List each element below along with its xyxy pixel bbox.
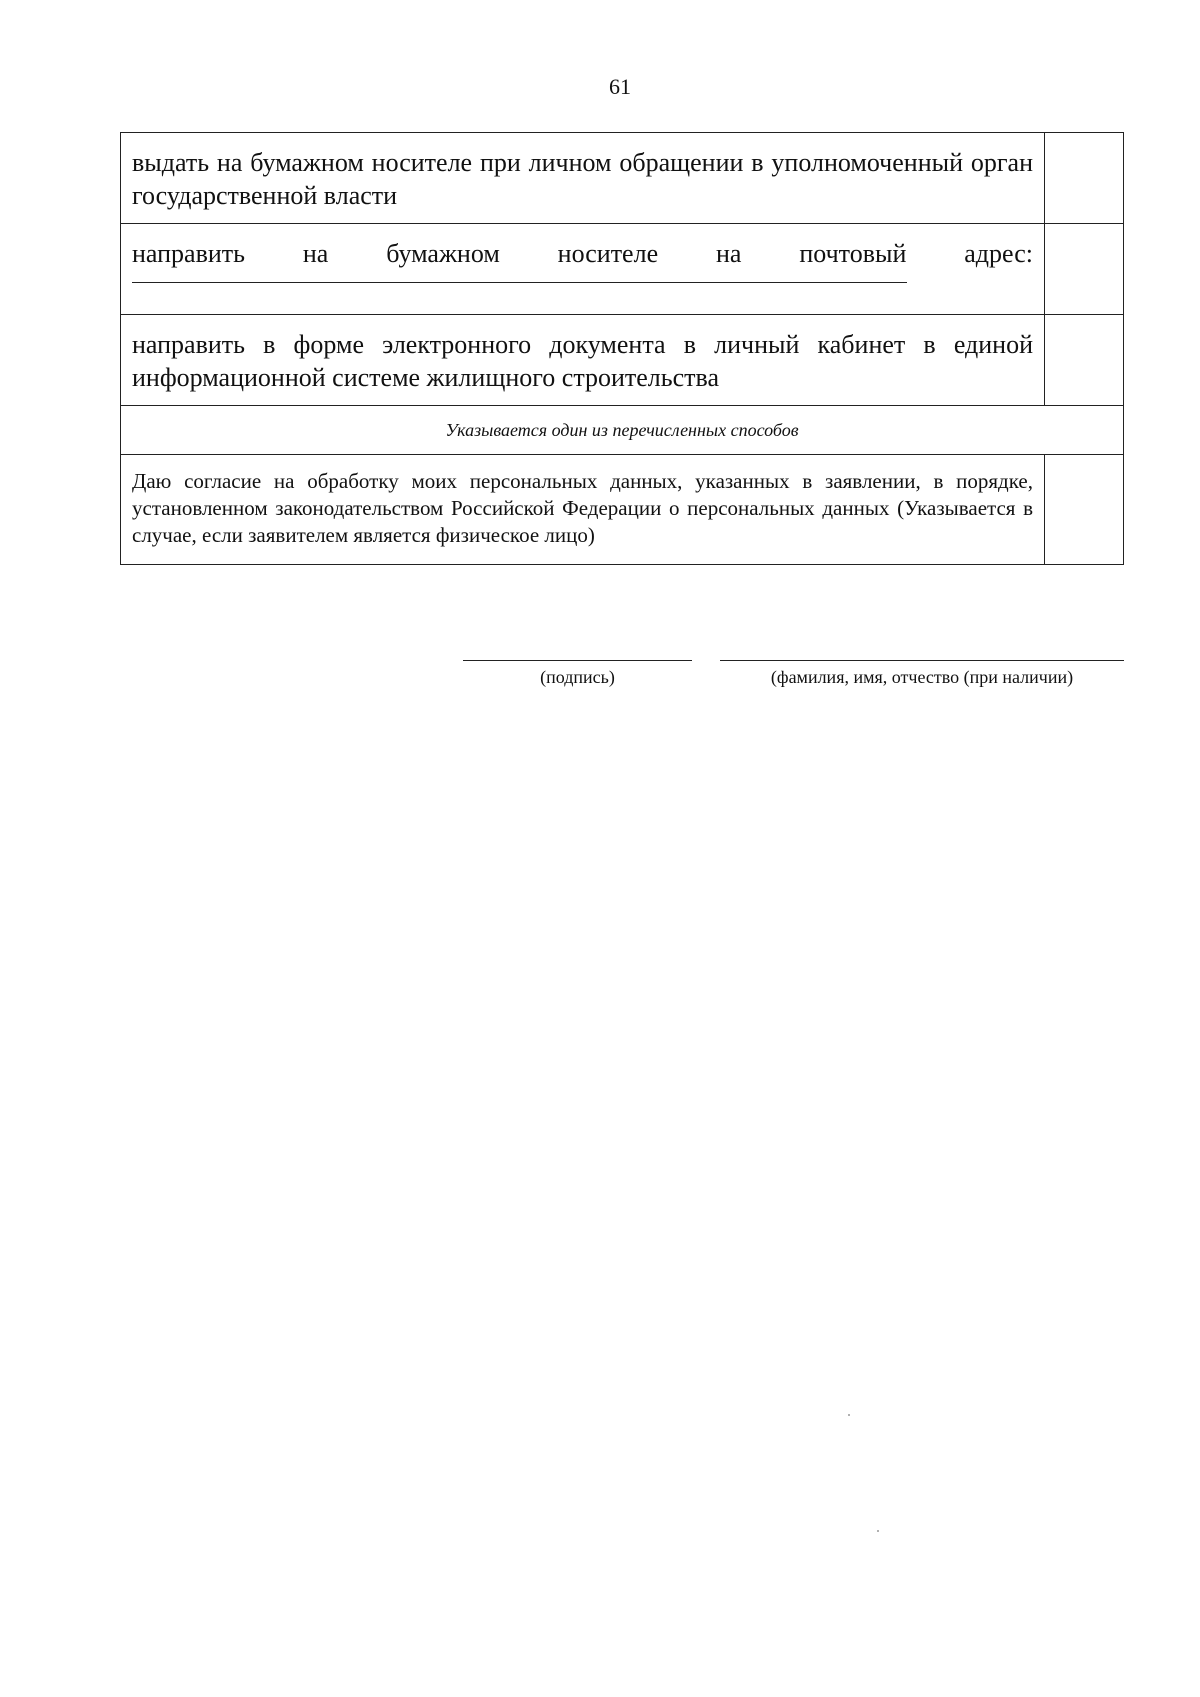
word: на	[716, 239, 742, 268]
postal-address-field[interactable]	[132, 274, 907, 283]
option-row-paper-in-person	[121, 133, 1124, 224]
page-number: 61	[609, 74, 631, 99]
option-row-electronic	[121, 315, 1124, 406]
scan-speck	[877, 1530, 879, 1532]
signature-field[interactable]	[463, 660, 692, 661]
word: адрес:	[964, 239, 1033, 268]
consent-row	[121, 455, 1124, 565]
scan-speck	[848, 1414, 850, 1416]
delivery-options-table	[120, 132, 1124, 565]
consent-checkbox[interactable]	[1045, 455, 1124, 565]
word: на	[302, 239, 329, 268]
word: направить	[132, 239, 245, 268]
word: бумажном	[386, 239, 500, 268]
full-name-field[interactable]	[720, 660, 1124, 661]
option-paper-by-mail-label	[121, 224, 1044, 270]
note-row	[121, 406, 1124, 455]
signature-caption: (подпись)	[540, 667, 615, 687]
option-row-paper-by-mail	[121, 224, 1124, 315]
full-name-caption: (фамилия, имя, отчество (при наличии)	[770, 667, 1074, 687]
full-name-block	[720, 660, 1124, 688]
options-note: Указывается один из перечисленных способов	[121, 406, 1124, 455]
option-paper-in-person-label: выдать на бумажном носителе при личном обращении в уполномоченный орган государственной власти	[132, 148, 1033, 210]
word: почтовый	[799, 239, 907, 268]
option-electronic-label: направить в форме электронного документа в личный кабинет в единой информационной системе жилищного строительства	[132, 330, 1033, 392]
option-paper-in-person-checkbox[interactable]	[1045, 133, 1124, 224]
signature-block	[463, 660, 692, 688]
option-paper-by-mail-checkbox[interactable]	[1045, 224, 1124, 315]
option-electronic-checkbox[interactable]	[1045, 315, 1124, 406]
word: носителе	[557, 239, 659, 268]
consent-text: Даю согласие на обработку моих персональных данных, указанных в заявлении, в порядке, установленном законодательством Российской Федерации о персональных данных (Указывается в случае, если заявителем является физическое лицо)	[132, 469, 1033, 547]
